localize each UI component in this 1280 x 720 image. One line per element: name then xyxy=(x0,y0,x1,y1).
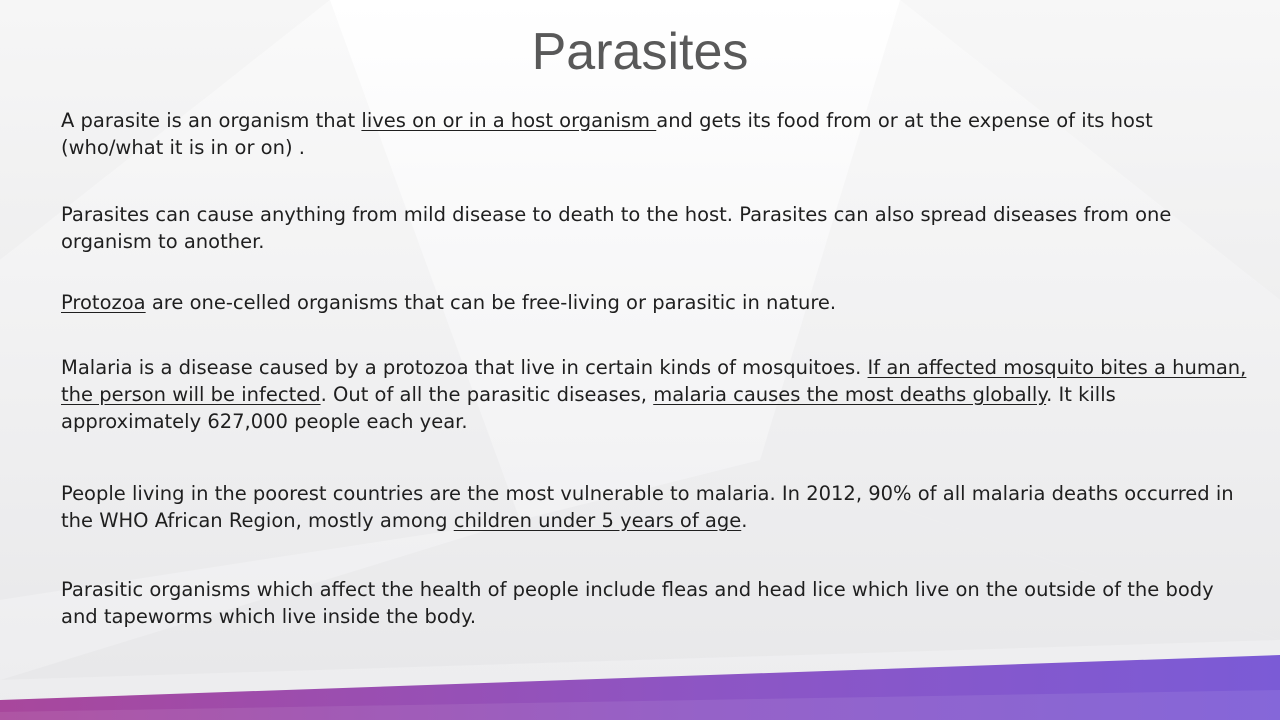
paragraph-parasite-definition xyxy=(61,107,1256,161)
text-run: are one-celled organisms that can be free-living or parasitic in nature. xyxy=(145,291,837,314)
text-run: . It kills approximately 627,000 people each year. xyxy=(61,383,1116,433)
paragraph-parasite-effects xyxy=(61,201,1256,255)
text-run: . xyxy=(741,509,748,532)
paragraph-malaria-statistics xyxy=(61,480,1256,534)
paragraph-parasitic-organisms xyxy=(61,576,1256,630)
text-run: A parasite is an organism that xyxy=(61,109,362,132)
underlined-phrase: Protozoa xyxy=(61,291,146,314)
text-run: Malaria is a disease caused by a protozoa that live in certain kinds of mosquitoes. xyxy=(61,356,868,379)
paragraph-protozoa xyxy=(61,289,1256,316)
text-run: People living in the poorest countries are the most vulnerable to malaria. In 2012, 90% of all malaria deaths occurred in the WHO African Region, mostly among xyxy=(61,482,1234,532)
slide-title: Parasites xyxy=(531,23,749,81)
underlined-phrase: malaria causes the most deaths globally xyxy=(653,383,1047,406)
text-run: Parasites can cause anything from mild disease to death to the host. Parasites can also spread diseases from one organism to another. xyxy=(61,203,1172,253)
text-run: . Out of all the parasitic diseases, xyxy=(320,383,654,406)
underlined-phrase: children under 5 years of age xyxy=(453,509,742,532)
text-run: Parasitic organisms which affect the health of people include fleas and head lice which live on the outside of the body and tapeworms which live inside the body. xyxy=(61,578,1214,628)
underlined-phrase: If an affected mosquito bites a human, the person will be infected xyxy=(61,356,1247,406)
paragraph-malaria xyxy=(61,354,1256,435)
text-run: and gets its food from or at the expense of its host (who/what it is in or on) . xyxy=(61,109,1153,159)
underlined-phrase: lives on or in a host organism xyxy=(361,109,657,132)
